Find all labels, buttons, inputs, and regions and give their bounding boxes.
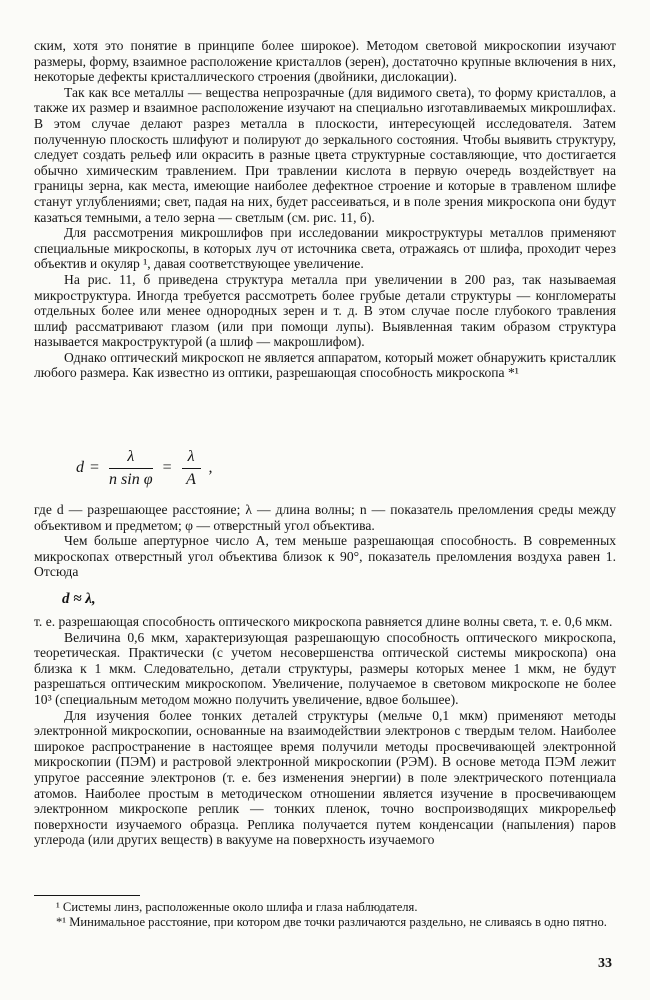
- text-block-middle: [34, 502, 616, 580]
- footnote-separator: [34, 895, 140, 896]
- paragraph: Однако оптический микроскоп не является аппаратом, который может обнаружить кристаллик любого размера. Как известно из оптики, разрешающая способность микроскопа *¹: [34, 349, 616, 381]
- footnotes: [34, 900, 616, 929]
- text-block-bottom: [34, 614, 616, 848]
- equals-sign: =: [90, 459, 100, 477]
- paragraph: Величина 0,6 мкм, характеризующая разрешающую способность оптического микроскопа, теоретическая. Практически (с учетом несовершенства оптической системы микроскопа) она близка к 1 мкм. Следовательно, детали структуры, размеры которых менее 1 мкм, не будут разрешаться оптическим микроскопом. Увеличение, получаемое в световом микроскопе не более 10³ (специальным методом можно получить увеличение, вдвое большее).: [34, 629, 616, 707]
- paragraph: Для рассмотрения микрошлифов при исследовании микроструктуры металлов применяют специальные микроскопы, в которых луч от источника света, отражаясь от шлифа, проходит через объектив и окуляр ¹, давая соответствующее увеличение.: [34, 225, 616, 272]
- fraction-1-denominator: n sin φ: [109, 471, 153, 488]
- fraction-2: [182, 448, 201, 489]
- paragraph: Чем больше апертурное число A, тем меньше разрешающая способность. В современных микроскопах отверстный угол объектива близок к 90°, показатель преломления воздуха равен 1. Отсюда: [34, 533, 616, 580]
- fraction-2-denominator: A: [186, 471, 196, 488]
- formula-trailing-comma: ,: [208, 459, 213, 477]
- footnote: ¹ Системы линз, расположенные около шлифа и глаза наблюдателя.: [56, 900, 418, 914]
- footnote: *¹ Минимальное расстояние, при котором две точки различаются раздельно, не сливаясь в одно пятно.: [56, 914, 607, 929]
- paragraph: Для изучения более тонких деталей структуры (мельче 0,1 мкм) применяют методы электронной микроскопии, основанные на взаимодействии электронов с твердым телом. Наиболее широкое распространение в настоящее время получили методы просвечивающей электронной микроскопии (ПЭМ) и растровой электронной микроскопии (РЭМ). В основе метода ПЭМ лежит упругое рассеяние электронов (т. е. без изменения энергии) в поле электрического потенциала атомов. Наиболее простым в методическом отношении является изучение в просвечивающем электронном микроскопе реплик — тонких пленок, точно воспроизводящих микрорельеф поверхности изучаемого образца. Реплика получается путем конденсации (напыления) паров углерода (или других веществ) в вакууме на поверхность изучаемого: [34, 707, 616, 848]
- page-number: 33: [598, 956, 612, 971]
- paragraph: где d — разрешающее расстояние; λ — длина волны; n — показатель преломления среды между объективом и предметом; φ — отверстный угол объектива.: [34, 502, 616, 533]
- paragraph: Так как все металлы — вещества непрозрачные (для видимого света), то форму кристаллов, а также их размер и взаимное расположение изучают на специально изготавливаемых микрошлифах. В этом случае делают разрез металла в плоскости, интересующей исследователя. Затем полученную плоскость шлифуют и полируют до зеркального состояния. Чтобы выявить структуру, следует создать рельеф или окрасить в разные цвета структурные составляющие, что достигается обычно химическим травлением. При травлении кислота в первую очередь воздействует на границы зерна, как места, имеющие наиболее дефектное строение и которые в травленом шлифе станут углублениями; свет, падая на них, будет рассеиваться, и в поле зрения микроскопа они будут казаться темными, а тело зерна — светлым (см. рис. 11, б).: [34, 84, 616, 225]
- paragraph: т. е. разрешающая способность оптического микроскопа равняется длине волны света, т. е. 0,6 мкм.: [34, 614, 613, 629]
- paragraph: На рис. 11, б приведена структура металла при увеличении в 200 раз, так называемая микроструктура. Иногда требуется рассмотреть более грубые детали структуры — конгломераты отдельных более или менее однородных зерен и т. д. В этом случае после глубокого травления шлиф рассматривают глазом (или при помощи лупы). Выявленная таким образом структура называется макроструктурой (а шлиф — макрошлифом).: [34, 271, 616, 350]
- equals-sign: =: [162, 459, 172, 477]
- fraction-1-numerator: λ: [109, 448, 153, 469]
- fraction-2-numerator: λ: [182, 448, 201, 469]
- paragraph: ским, хотя это понятие в принципе более широкое). Методом световой микроскопии изучают размеры, форму, взаимное расположение кристаллов (зерен), достаточно крупные включения в них, некоторые дефекты кристаллического строения (двойники, дислокации).: [34, 38, 616, 85]
- fraction-1: [109, 448, 153, 489]
- formula-lhs: d: [76, 459, 84, 477]
- text-block-top: [34, 38, 616, 381]
- resolution-formula: [76, 448, 213, 489]
- approx-formula: d ≈ λ,: [62, 591, 96, 607]
